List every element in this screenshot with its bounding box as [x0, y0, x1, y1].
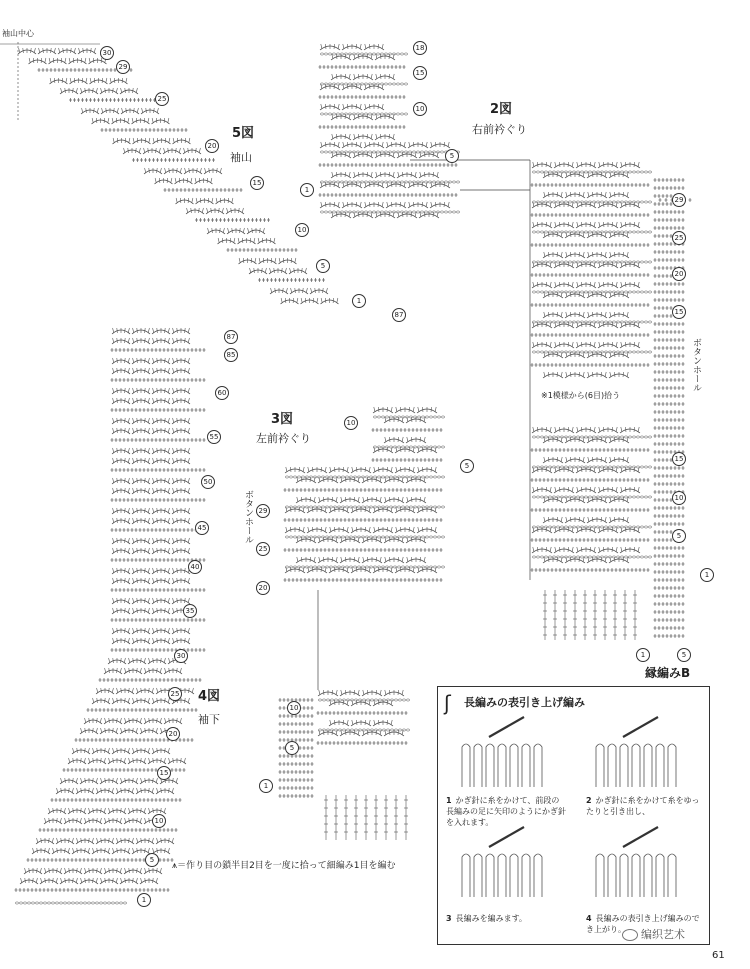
page-number: 61 [712, 950, 725, 961]
figure-4-sleeve-underarm [15, 328, 206, 904]
figure-2-upper-block [319, 44, 408, 140]
d3-subtitle: 左前衿ぐり [256, 432, 311, 445]
step-1-illustration [462, 717, 542, 787]
row-number-marker: 20 [672, 267, 686, 281]
legend-symbol-icon: ⩚ [172, 861, 178, 871]
step-3-num: 3 [446, 914, 452, 923]
watermark-text: 编织艺术 [641, 928, 685, 941]
row-number-marker: 15 [250, 176, 264, 190]
technique-box [437, 686, 710, 945]
step-2-text: かぎ針に糸をかけて糸をゆったりと引き出し、 [586, 796, 700, 816]
step-3-illustration [462, 827, 542, 897]
row-number-marker: 18 [413, 41, 427, 55]
step-4-num: 4 [586, 914, 592, 923]
step-4-text: 長編みの表引き上げ編みのでき上がり。 [586, 914, 700, 934]
row-number-marker: 10 [413, 102, 427, 116]
step-1-text: かぎ針に糸をかけて、前段の長編みの足に矢印のようにかぎ針を入れます。 [446, 796, 566, 827]
row-number-marker: 10 [287, 701, 301, 715]
step-3-text: 長編みを編みます。 [455, 914, 527, 923]
d5-center-label: 袖山中心 [2, 29, 34, 38]
row-number-marker: 50 [201, 475, 215, 489]
legend-row [172, 858, 396, 871]
row-number-marker: 25 [672, 231, 686, 245]
row-number-marker: 29 [256, 504, 270, 518]
row-number-marker: 45 [195, 521, 209, 535]
row-number-marker: 25 [155, 92, 169, 106]
figure-3-upper-block [372, 407, 445, 462]
row-number-marker: 29 [116, 60, 130, 74]
row-number-marker: 1 [259, 779, 273, 793]
row-number-marker: 10 [295, 223, 309, 237]
row-number-marker: 30 [174, 649, 188, 663]
row-number-marker: 5 [672, 529, 686, 543]
technique-title: 長編みの表引き上げ編み [464, 696, 585, 709]
row-number-marker: 55 [207, 430, 221, 444]
d5-title: 5図 [232, 126, 255, 141]
row-number-marker: 15 [672, 305, 686, 319]
lower-edging [279, 698, 409, 840]
crochet-hook-icon: ʃ [444, 691, 451, 715]
figure-3-middle-block [284, 467, 445, 582]
row-number-marker: 5 [460, 459, 474, 473]
step-1-num: 1 [446, 796, 452, 805]
row-number-marker: 1 [300, 183, 314, 197]
figure-2-lower-block [319, 142, 460, 218]
row-number-marker: 60 [215, 386, 229, 400]
d3-title: 3図 [271, 412, 294, 427]
d4-subtitle: 袖下 [198, 713, 220, 726]
step-1 [446, 795, 566, 828]
legend-text: ＝作り目の鎖半目2目を一度に拾って細編み1目を編む [177, 861, 396, 871]
figure-5-sleeve-cap [0, 42, 339, 304]
row-number-marker: 35 [183, 604, 197, 618]
row-number-marker: 87 [392, 308, 406, 322]
row-number-marker: 30 [100, 46, 114, 60]
step-2-illustration [596, 717, 676, 787]
row-number-marker: 1 [137, 893, 151, 907]
row-number-marker: 29 [672, 193, 686, 207]
border-title: 縁編みB [645, 666, 691, 680]
row-number-marker: 5 [285, 741, 299, 755]
d2-subtitle: 右前衿ぐり [472, 123, 527, 136]
row-number-marker: 5 [677, 648, 691, 662]
row-number-marker: 5 [316, 259, 330, 273]
figure-2-right-panel-top [531, 162, 652, 378]
row-number-marker: 25 [256, 542, 270, 556]
row-number-marker: 20 [205, 139, 219, 153]
step-2-num: 2 [586, 796, 592, 805]
d4-title: 4図 [198, 689, 221, 704]
row-number-marker: 20 [166, 727, 180, 741]
watermark [622, 926, 685, 942]
row-number-marker: 15 [413, 66, 427, 80]
row-number-marker: 10 [344, 416, 358, 430]
figure-2-right-panel-bottom [531, 427, 652, 572]
row-number-marker: 85 [224, 348, 238, 362]
row-number-marker: 15 [672, 452, 686, 466]
row-number-marker: 15 [157, 766, 171, 780]
row-number-marker: 1 [636, 648, 650, 662]
row-number-marker: 5 [145, 853, 159, 867]
row-number-marker: 5 [445, 149, 459, 163]
row-number-marker: 10 [152, 814, 166, 828]
d5-subtitle: 袖山 [230, 151, 252, 164]
figure-3-lower-block [317, 690, 410, 745]
row-number-marker: 25 [168, 687, 182, 701]
d2-buttonhole: ボタンホール [691, 338, 701, 392]
d2-title: 2図 [490, 102, 513, 117]
step-4-illustration [596, 827, 676, 897]
row-number-marker: 10 [672, 491, 686, 505]
row-number-marker: 1 [700, 568, 714, 582]
step-2 [586, 795, 704, 817]
step-3 [446, 913, 566, 924]
row-number-marker: 20 [256, 581, 270, 595]
d3-buttonhole: ボタンホール [243, 490, 253, 544]
row-number-marker: 1 [352, 294, 366, 308]
d2-note: ※1模様から(6目)拾う [541, 391, 621, 400]
row-number-marker: 87 [224, 330, 238, 344]
watermark-icon [622, 929, 638, 941]
row-number-marker: 40 [188, 560, 202, 574]
border-b-edging [543, 178, 692, 640]
